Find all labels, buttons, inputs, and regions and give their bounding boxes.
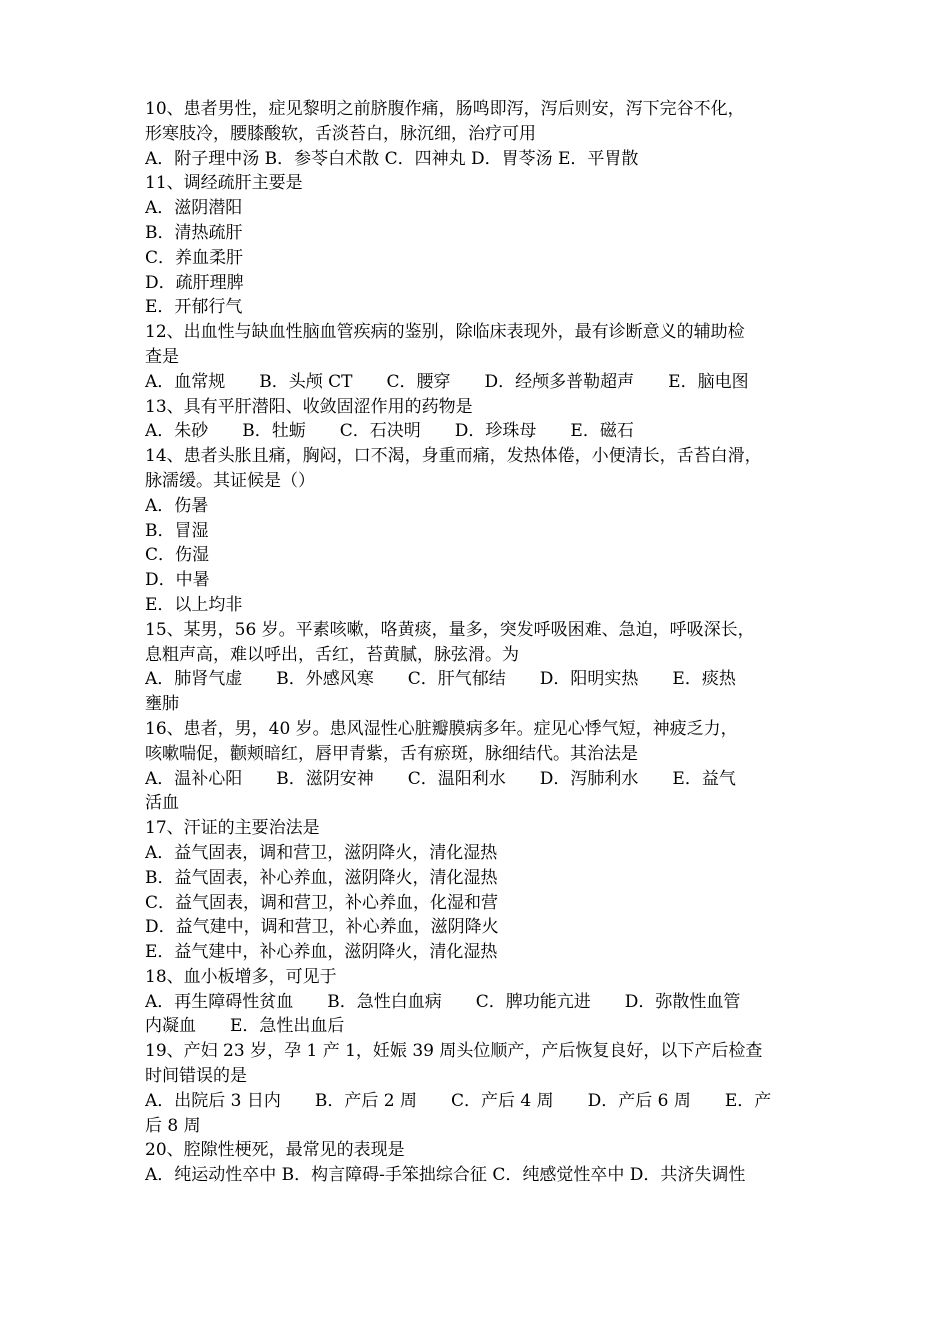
- text-line: B．益气固表，补心养血，滋阴降火，清化湿热: [145, 867, 498, 888]
- text-line: 查是: [145, 346, 179, 367]
- text-line: 壅肺: [145, 694, 179, 715]
- text-line: 形寒肢冷，腰膝酸软，舌淡苔白，脉沉细，治疗可用: [145, 123, 536, 144]
- text-line: E．以上均非: [145, 594, 243, 615]
- text-line: D．疏肝理脾: [145, 272, 244, 293]
- text-line: C．养血柔肝: [145, 247, 244, 268]
- text-line: A．附子理中汤 B．参苓白术散 C．四神丸 D．胃苓汤 E．平胃散: [145, 148, 639, 169]
- text-line: C．益气固表，调和营卫，补心养血，化湿和营: [145, 892, 499, 913]
- text-line: 13、具有平肝潜阳、收敛固涩作用的药物是: [145, 396, 473, 417]
- text-line: 11、调经疏肝主要是: [145, 173, 303, 194]
- text-line: 18、血小板增多，可见于: [145, 966, 337, 987]
- document-page: [145, 97, 810, 1188]
- text-line: 时间错误的是: [145, 1066, 247, 1087]
- text-line: A．伤暑: [145, 495, 209, 516]
- text-line: D．中暑: [145, 570, 210, 591]
- text-line: 19、产妇 23 岁，孕 1 产 1，妊娠 39 周头位顺产，产后恢复良好，以下产后检查: [145, 1041, 763, 1062]
- text-line: A．滋阴潜阳: [145, 198, 243, 219]
- text-line: 15、某男，56 岁。平素咳嗽，咯黄痰，量多，突发呼吸困难、急迫，呼吸深长，: [145, 619, 755, 640]
- text-line: C．伤湿: [145, 545, 210, 566]
- text-line: 内凝血 E．急性出血后: [145, 1016, 345, 1037]
- text-line: E．益气建中，补心养血，滋阴降火，清化湿热: [145, 942, 498, 963]
- text-line: 12、出血性与缺血性脑血管疾病的鉴别，除临床表现外，最有诊断意义的辅助检: [145, 322, 745, 343]
- text-line: 20、腔隙性梗死，最常见的表现是: [145, 1140, 405, 1161]
- text-line: B．清热疏肝: [145, 222, 243, 243]
- text-line: A．血常规 B．头颅 CT C．腰穿 D．经颅多普勒超声 E．脑电图: [145, 371, 749, 392]
- text-line: 14、患者头胀且痛，胸闷，口不渴，身重而痛，发热体倦，小便清长，舌苔白滑，: [145, 446, 762, 467]
- text-line: A．温补心阳 B．滋阴安神 C．温阳利水 D．泻肺利水 E．益气: [145, 768, 736, 789]
- text-line: 息粗声高，难以呼出，舌红，苔黄腻，脉弦滑。为: [145, 644, 519, 665]
- text-line: A．出院后 3 日内 B．产后 2 周 C．产后 4 周 D．产后 6 周 E．产: [145, 1090, 772, 1111]
- text-line: A．纯运动性卒中 B．构言障碍-手笨拙综合征 C．纯感觉性卒中 D．共济失调性: [145, 1165, 746, 1186]
- text-line: D．益气建中，调和营卫，补心养血，滋阴降火: [145, 917, 499, 938]
- text-line: 咳嗽喘促，颧颊暗红，唇甲青紫，舌有瘀斑，脉细结代。其治法是: [145, 743, 638, 764]
- text-line: 活血: [145, 793, 179, 814]
- text-line: 16、患者，男，40 岁。患风湿性心脏瓣膜病多年。症见心悸气短，神疲乏力，: [145, 718, 738, 739]
- text-line: B．冒湿: [145, 520, 209, 541]
- text-line: 脉濡缓。其证候是（）: [145, 470, 315, 491]
- text-line: A．再生障碍性贫血 B．急性白血病 C．脾功能亢进 D．弥散性血管: [145, 991, 741, 1012]
- text-line: A．肺肾气虚 B．外感风寒 C．肝气郁结 D．阳明实热 E．痰热: [145, 669, 736, 690]
- text-line: 后 8 周: [145, 1115, 201, 1136]
- text-line: 10、患者男性，症见黎明之前脐腹作痛，肠鸣即泻，泻后则安，泻下完谷不化，: [145, 99, 745, 119]
- text-line: A．益气固表，调和营卫，滋阴降火，清化湿热: [145, 842, 498, 863]
- text-line: A．朱砂 B．牡蛎 C．石决明 D．珍珠母 E．磁石: [145, 421, 634, 442]
- text-line: E．开郁行气: [145, 297, 243, 318]
- text-line: 17、汗证的主要治法是: [145, 818, 320, 839]
